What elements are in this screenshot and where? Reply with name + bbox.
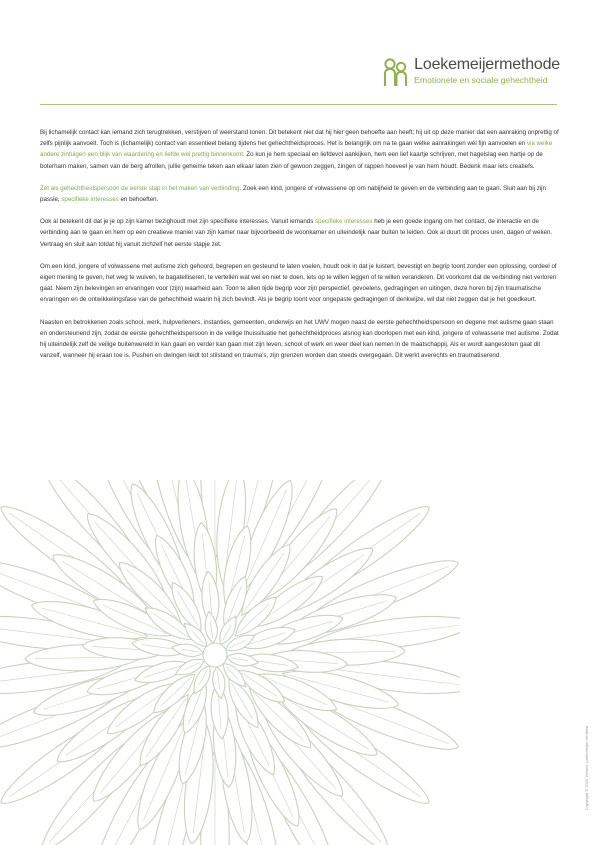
p3-text-a: Ook al betekent dit dat je je op zijn kamer bezighoudt met zijn specifieke interesses. Vanuit iemands [40,218,316,226]
p2-highlight-interests: specifieke interesses [61,196,119,204]
copyright-notice: Copyright © 2023 Yvonne Loekemeijer-Verhelst [584,725,589,810]
logo-name: Loekemeijermethode [414,56,560,73]
paragraph-2 [40,183,560,205]
logo-tagline: Emotionele en sociale gehechtheid [414,75,548,85]
p3-highlight-interests: specifieke interesses [315,218,373,226]
decorative-flower-illustration [0,480,460,845]
p2-highlight: Zet als gehechtheidspersoon de eerste stap in het maken van verbinding [40,184,240,192]
paragraph-5: Naasten en betrokkenen zoals school, werk, hulpverleners, instanties, gemeenten, onderwijs en het UWV mogen naast de eerste gehechtheidspersoon en degene met autisme gaan staan en ondersteunend zijn, zodat de eerste gehechtheidspersoon in de veilige thuissituatie het gehechtheidproces alsnog kan doorlopen met een kind, jongere of volwassene met autisme. Zodat hij uiteindelijk zelf de veilige buitenwereld in kan gaan en verder kan gaan met zijn leven, school of werk en weer deel kan nemen in de maatschappij. Als er wordt aangesloten gaat dit vanzelf, wanneer hij eraan toe is. Pushen en dwingen leidt tot stilstand en trauma's, zijn grenzen worden dan steeds overgegaan. Dit werkt averechts en traumatiserend. [40,318,559,360]
p1-highlight: via welke andere zintuigen een blijk van waardering en liefde wel prettig binnenkomt [40,140,553,159]
p3-text-c: heb je een goede ingang om het contact, de interactie en de verbinding aan te gaan en hem op een creatieve manier van zijn kamer naar bijvoorbeeld de woonkamer en uiteindelijk naar buiten te leiden. Ook al duurt dit proces uren, dagen of weken. Vertraag en sluit aan totdat hij vanuit zichzelf het eerste stapje zet. [40,218,553,248]
brand-logo [383,56,560,88]
p1-text-a: Bij lichamelijk contact kan iemand zich terugtrekken, verstijven of weerstand tonen. Dit betekent niet dat hij hier geen behoefte aan heeft; hij uit op deze manier dat een aanraking onprettig of zelfs pijnlijk aanvoelt. Toch is (lichamelijk) contact van essentieel belang tijdens het gehechtheidsproces. Het is belangrijk om na te gaan welke aanrakingen wél fijn aanvoelen en [40,129,559,148]
p2-text-b: . Zoek een kind, jongere of volwassene op om nabijheid te geven en de verbinding aan te gaan. Sluit aan bij zijn passie, [40,184,547,204]
paragraph-3 [40,216,560,250]
header-divider [40,104,557,105]
p2-text-d: en behoeften. [118,196,159,204]
paragraph-4: Om een kind, jongere of volwassene met autisme zich gehoord, begrepen en gesteund te laten voelen, houdt ook in dat je luistert, bevestigt en begrip toont zonder een oplossing, oordeel of eigen mening te geven, het weg te wuiven, te bagatelliseren, te vertellen wat wel en niet te doen, iets op te willen leggen of te willen veranderen. Dit voorkomt dat de verbinding niet verloren gaat. Neem zijn belevingen en ervaringen voor (zijn) waarheid aan. Toon te allen tijde begrip voor zijn perspectief, gevoelens, gedragingen en uitingen, deze horen bij zijn traumatische ervaringen en de ontwikkelingsfase van de gehechtheid waarin hij zich bevindt. Als je begrip toont voor ongepaste gedragingen of denkwijze, wil dat niet zeggen dat je het goedkeurt. [40,262,557,304]
body-text [40,127,560,372]
flower-center [203,643,227,667]
logo-figures-icon [383,57,409,87]
paragraph-1 [40,127,560,172]
p1-text-c: . Zo kun je hem speciaal en liefdevol aankijken, hem een lief kaartje schrijven, met hagelslag een hartje op de boterham maken, samen van de berg afrollen, jullie geheime teken aan elkaar laten zien of gewoon zeggen, zingen of rappen hoeveel je van hem houdt. Bedenk maar iets creatiefs. [40,151,543,170]
